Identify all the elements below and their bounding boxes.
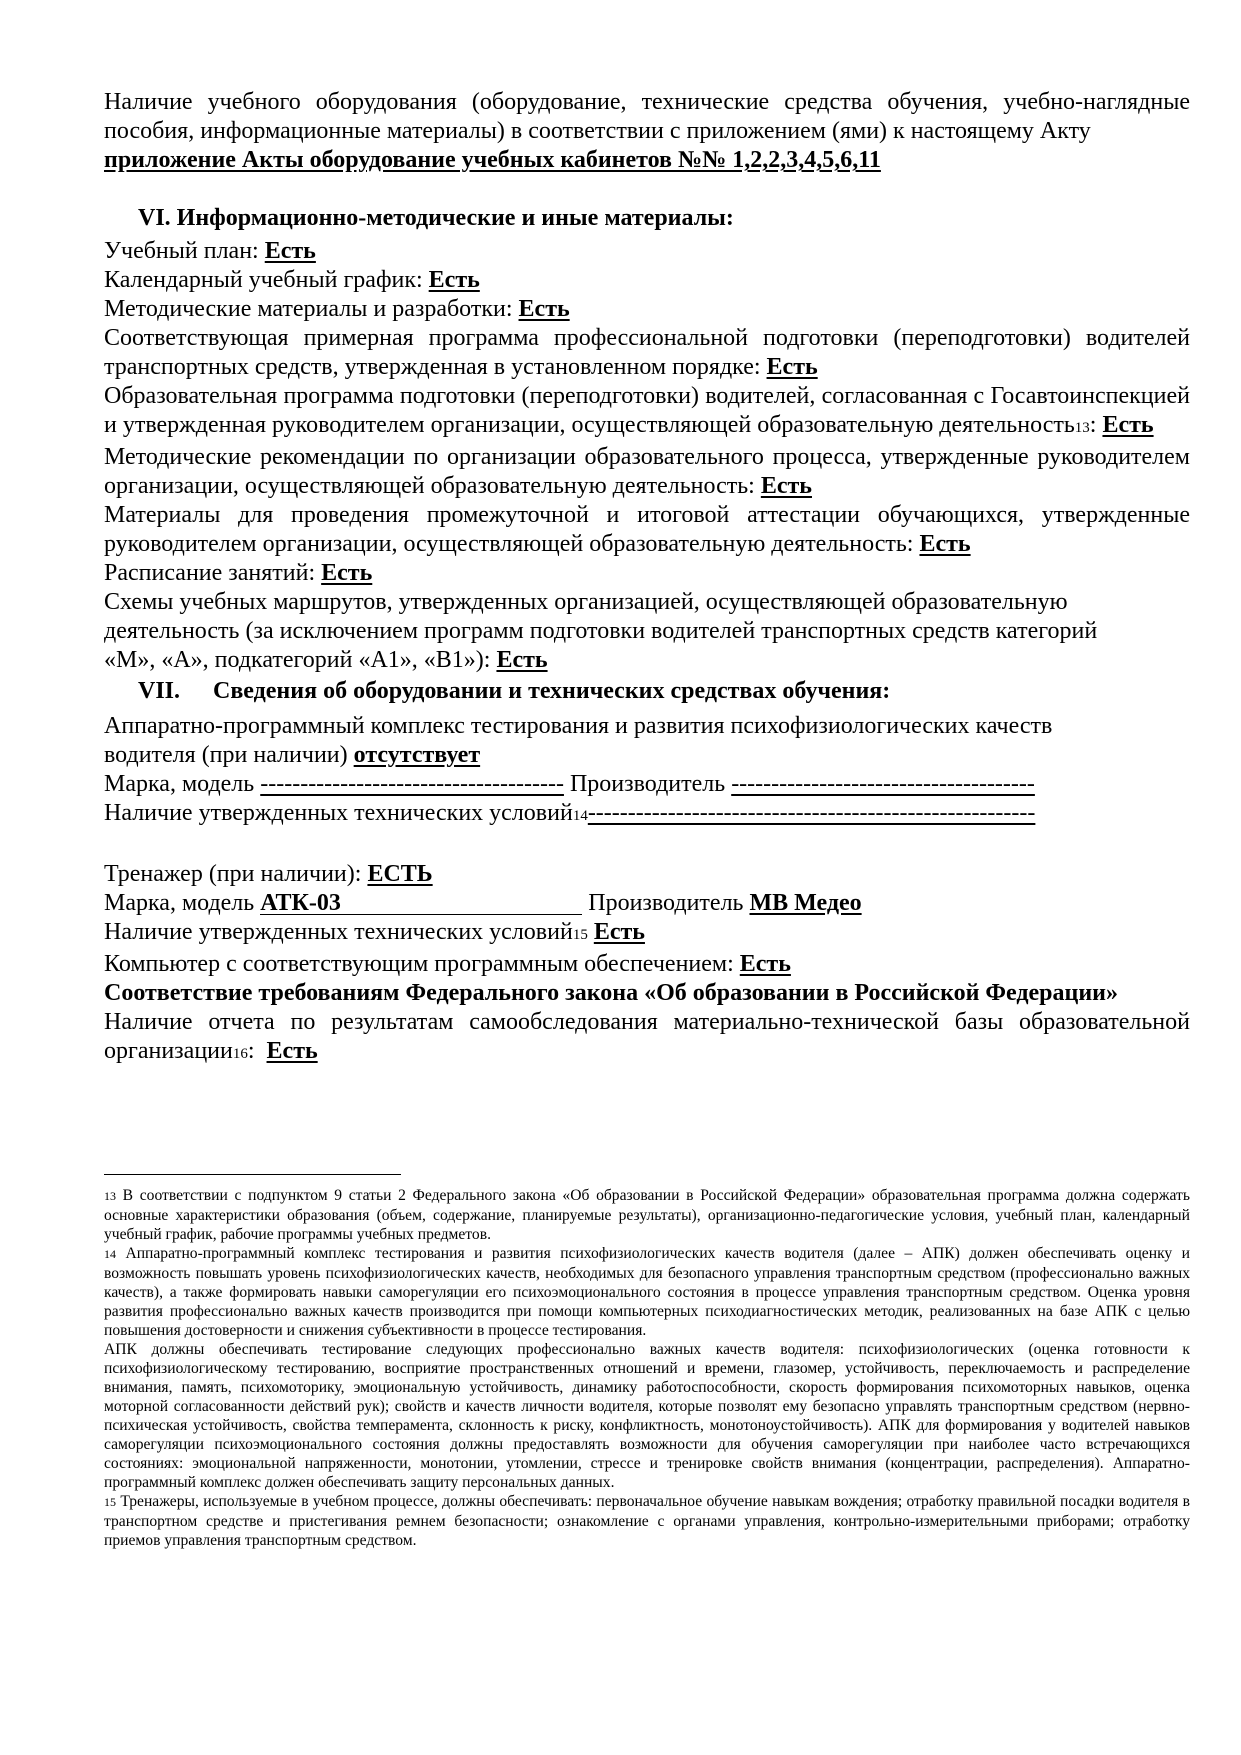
footnote-14-continued: АПК должны обеспечивать тестирование следующих профессионально важных качеств водителя: психофизиологических (оценка готовности к психофизиологическому тестированию, восприятие пространственных отношений и времени, глазомер, устойчивость, переключаемость и распределение внимания, память, психомоторику, эмоциональную устойчивость, динамику работоспособности, скорость формирования психомоторных навыков, оценка моторной согласованности действий рук); свойств и качеств личности водителя, которые позволят ему безопасно управлять транспортным средством (нервно-психическая устойчивость, свойства темперамента, склонность к риску, конфликтность, монотоноустойчивость). АПК для формирования у водителей навыков саморегуляции психоэмоционального состояния должны предоставлять возможности для обучения саморегуляции при наиболее часто встречающихся состояниях: эмоциональной напряженности, монотонии, утомлении, стрессе и тренировке свойств внимания (концентрации, распределения). Аппаратно-программный комплекс должен обеспечивать защиту персональных данных. — [104, 1341, 1190, 1491]
item-methodical-materials: Методические материалы и разработки: Есть — [104, 296, 570, 322]
footnote-14: 14 Аппаратно-программный комплекс тестирования и развития психофизиологических качеств водителя (далее – АПК) должен обеспечивать оценку и возможность повышать уровень психофизиологических качеств, необходимых для безопасного управления транспортным средством (профессионально важных качеств), а также формировать навыки саморегуляции его психоэмоционального состояния в процессе управления транспортным средством. Оценка уровня развития профессионально важных качеств производится при помощи компьютерных психодиагностических методик, реализованных на базе АПК с целью повышения достоверности и снижения субъективности в процессе тестирования. — [104, 1245, 1190, 1339]
item-curriculum: Учебный план: Есть — [104, 238, 316, 264]
section-7-title: VII. Сведения об оборудовании и технических средствах обучения: — [138, 678, 891, 704]
footnote-separator — [104, 1174, 401, 1175]
footnote-15: 15 Тренажеры, используемые в учебном процессе, должны обеспечивать: первоначальное обучение навыкам вождения; отработку правильной посадки водителя в транспортном средстве и пристегивания ремнем безопасности; ознакомление с органами управления, контрольно-измерительными приборами; отработку приемов управления транспортным средством. — [104, 1493, 1190, 1549]
trainer-row: Тренажер (при наличии): ЕСТЬ — [104, 861, 433, 887]
item-schedule: Расписание занятий: Есть — [104, 560, 373, 586]
self-report-row: Наличие отчета по результатам самообследования материально-технической базы образовательной организации16: Есть — [104, 1009, 1190, 1064]
trainer-model-row: Марка, модель АТК-03 Производитель MB Медео — [104, 890, 862, 916]
computer-row: Компьютер с соответствующим программным обеспечением: Есть — [104, 951, 791, 977]
trainer-conditions-row: Наличие утвержденных технических условий15 Есть — [104, 919, 645, 945]
item-sample-program: Соответствующая примерная программа профессиональной подготовки (переподготовки) водителей транспортных средств, утвержденная в установленном порядке: Есть — [104, 325, 1190, 380]
apk-block: Аппаратно-программный комплекс тестирования и развития психофизиологических качеств водителя (при наличии) отсутствует — [104, 713, 1053, 768]
footnote-13: 13 В соответствии с подпунктом 9 статьи 2 Федерального закона «Об образовании в Российской Федерации» образовательная программа должна содержать основные характеристики образования (объем, содержание, планируемые результаты), организационно-педагогические условия, учебный план, календарный учебный график, рабочие программы учебных предметов. — [104, 1187, 1190, 1243]
footnotes — [104, 1186, 1190, 1550]
compliance-heading: Соответствие требованиям Федерального закона «Об образовании в Российской Федерации» — [104, 980, 1118, 1006]
apk-model-row: Марка, модель -------------------------------------- Производитель -------------------------------------- — [104, 771, 1035, 797]
document-page — [104, 88, 1190, 1069]
section-6-title: VI. Информационно-методические и иные материалы: — [138, 205, 734, 231]
equipment-value: приложение Акты оборудование учебных кабинетов №№ 1,2,2,3,4,5,6,11 — [104, 147, 881, 173]
item-recommendations: Методические рекомендации по организации образовательного процесса, утвержденные руководителем организации, осуществляющей образовательную деятельность: Есть — [104, 444, 1190, 499]
apk-conditions-row: Наличие утвержденных технических условий14-------------------------------------------------------- — [104, 800, 1036, 826]
equipment-paragraph — [104, 88, 1190, 175]
item-attestation-materials: Материалы для проведения промежуточной и итоговой аттестации обучающихся, утвержденные руководителем организации, осуществляющей образовательную деятельность: Есть — [104, 502, 1190, 557]
equipment-text: Наличие учебного оборудования (оборудование, технические средства обучения, учебно-наглядные пособия, информационные материалы) в соответствии с приложением (ями) к настоящему Акту — [104, 89, 1190, 144]
item-education-program: Образовательная программа подготовки (переподготовки) водителей, согласованная с Госавтоинспекцией и утвержденная руководителем организации, осуществляющей образовательную деятельность13: Есть — [104, 383, 1190, 438]
item-calendar: Календарный учебный график: Есть — [104, 267, 480, 293]
item-routes: Схемы учебных маршрутов, утвержденных организацией, осуществляющей образовательную деятельность (за исключением программ подготовки водителей транспортных средств категорий «M», «A», подкатегорий «A1», «B1»): Есть — [104, 589, 1098, 673]
